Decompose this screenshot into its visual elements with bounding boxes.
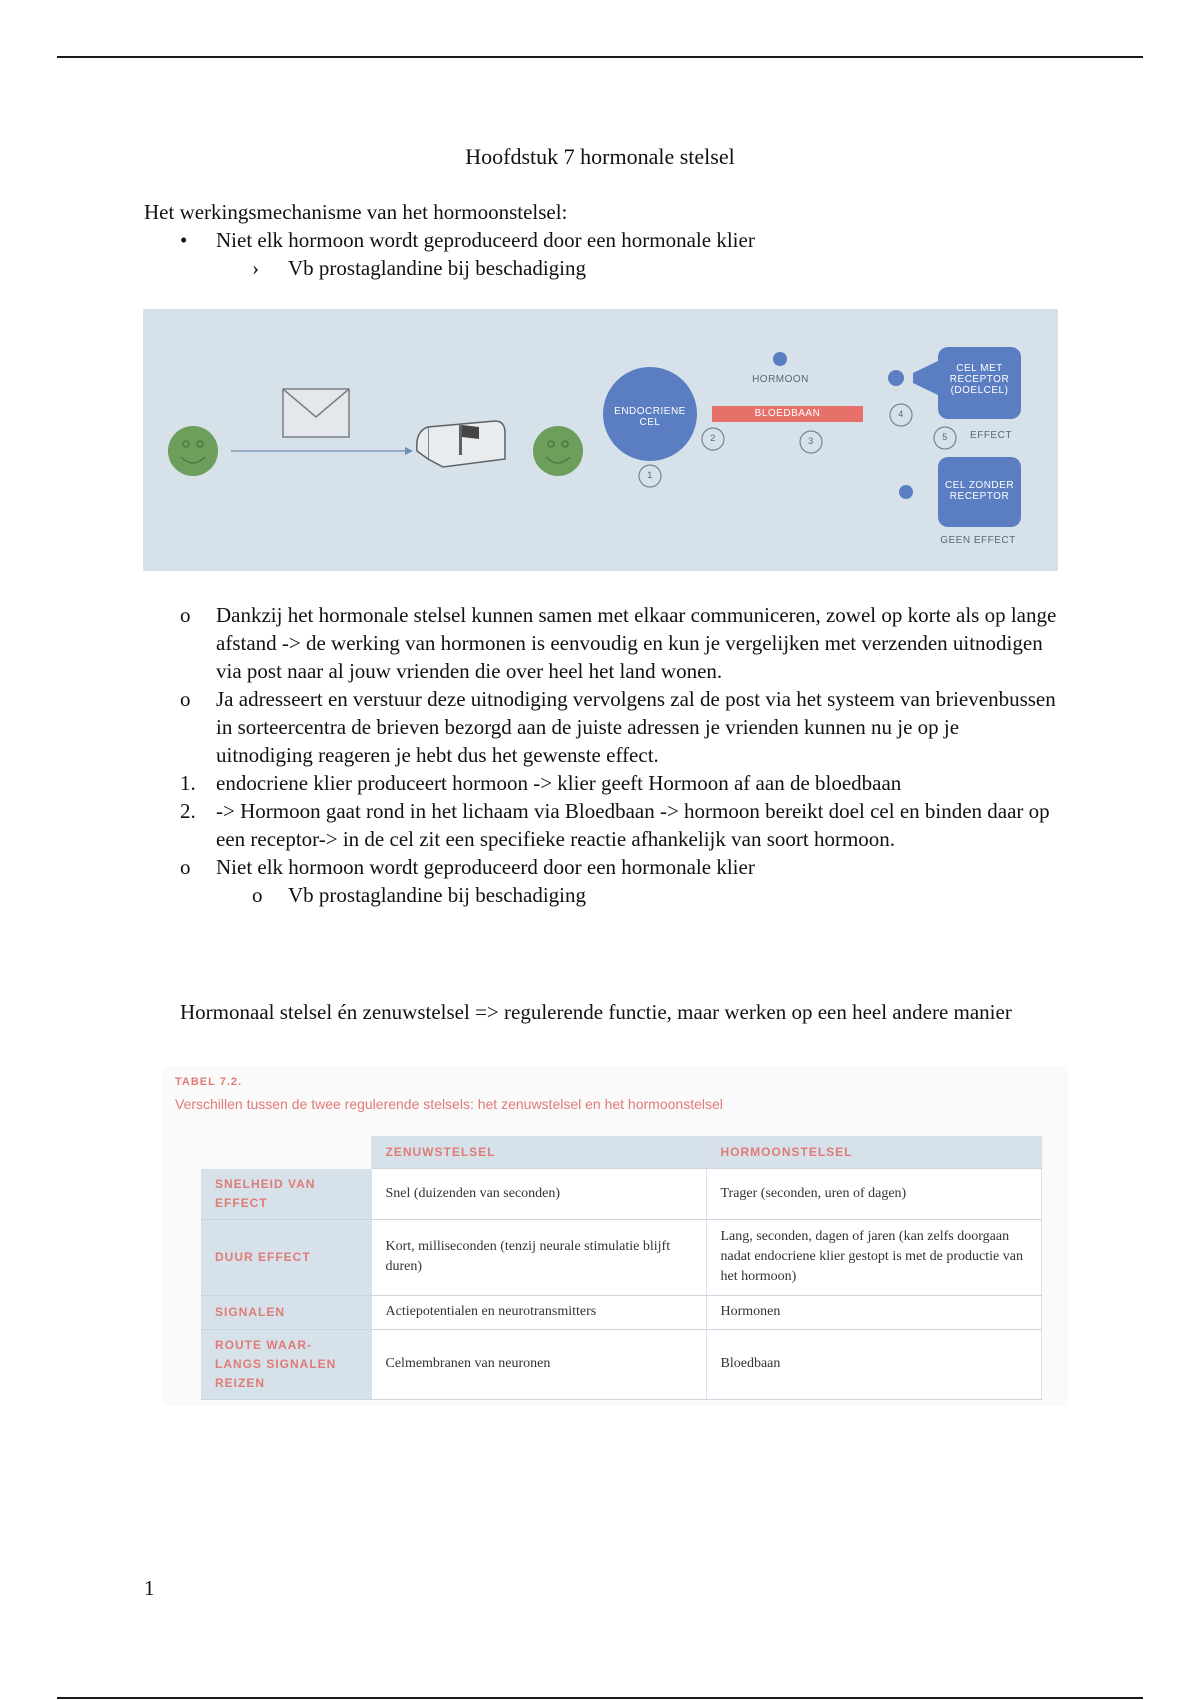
table-cell: Hormonen bbox=[706, 1295, 1041, 1329]
bullet-marker: • bbox=[180, 228, 188, 252]
list-item: o Niet elk hormoon wordt geproduceerd door een hormonale klier bbox=[180, 855, 755, 879]
list-sub-item: o Vb prostaglandine bij beschadiging bbox=[252, 883, 587, 907]
row-header: SNELHEID VAN EFFECT bbox=[201, 1169, 371, 1220]
intro-bullet bbox=[180, 226, 755, 254]
row-header: ROUTE WAAR-LANGS SIGNALEN REIZEN bbox=[201, 1329, 371, 1399]
table-cell: Trager (seconden, uren of dagen) bbox=[706, 1169, 1041, 1220]
list-item: 1. endocriene klier produceert hormoon -> klier geeft Hormoon af aan de bloedbaan bbox=[180, 771, 902, 795]
table-cell: Snel (duizenden van seconden) bbox=[371, 1169, 706, 1220]
no-receptor-cell-label: CEL ZONDER RECEPTOR bbox=[944, 480, 1015, 502]
table-label: TABEL 7.2. bbox=[175, 1076, 243, 1088]
endocrine-cell-label: ENDOCRIENE CEL bbox=[614, 406, 686, 428]
hormone-label: HORMOON bbox=[752, 374, 809, 385]
diagram-graphics bbox=[143, 309, 1058, 571]
step-4-label: 4 bbox=[898, 409, 904, 419]
receptor-shape bbox=[913, 361, 938, 395]
comparison-paragraph: Hormonaal stelsel én zenuwstelsel => regulerende functie, maar werken op een heel andere manier bbox=[180, 1000, 1012, 1024]
table-row bbox=[201, 1169, 1041, 1220]
footer-rule bbox=[57, 1697, 1143, 1699]
table-cell: Actiepotentialen en neurotransmitters bbox=[371, 1295, 706, 1329]
row-header: DUUR EFFECT bbox=[201, 1219, 371, 1295]
table-row bbox=[201, 1329, 1041, 1399]
comparison-table-figure bbox=[163, 1066, 1068, 1406]
sender-smiley-icon bbox=[168, 426, 218, 476]
table-caption: Verschillen tussen de twee regulerende stelsels: het zenuwstelsel en het hormoonstelsel bbox=[175, 1096, 723, 1112]
step-5-label: 5 bbox=[942, 432, 948, 442]
column-header-zenuwstelsel: ZENUWSTELSEL bbox=[371, 1136, 706, 1169]
table-row bbox=[201, 1295, 1041, 1329]
step-2-label: 2 bbox=[710, 433, 716, 443]
intro-heading: Het werkingsmechanisme van het hormoonstelsel: bbox=[144, 200, 568, 224]
column-header-hormoonstelsel: HORMOONSTELSEL bbox=[706, 1136, 1041, 1169]
no-effect-label: GEEN EFFECT bbox=[940, 535, 1016, 546]
table-corner bbox=[201, 1136, 371, 1169]
row-header: SIGNALEN bbox=[201, 1295, 371, 1329]
receiver-smiley-icon bbox=[533, 426, 583, 476]
intro-sub-bullet-text: Vb prostaglandine bij beschadiging bbox=[288, 256, 587, 280]
hormone-diagram bbox=[143, 309, 1058, 571]
list-item: o Ja adresseert en verstuur deze uitnodiging vervolgens zal de post via het systeem van brievenbussen in sorteercentra de brieven bezorgd aan de juiste adressen je vrienden kunnen nu je op je uitnodiging reageren je hebt dus het gewenste effect. bbox=[180, 687, 1056, 767]
send-arrow-icon bbox=[231, 447, 413, 455]
target-cell-label: CEL MET RECEPTOR (DOELCEL) bbox=[949, 363, 1010, 396]
table-cell: Bloedbaan bbox=[706, 1329, 1041, 1399]
list-item: o Dankzij het hormonale stelsel kunnen samen met elkaar communiceren, zowel op korte als op lange afstand -> de werking van hormonen is eenvoudig en kun je vergelijken met verzenden uitnodigen via post naar al jouw vrienden die over heel het land wonen. bbox=[180, 603, 1057, 683]
comparison-table bbox=[201, 1136, 1042, 1400]
hormone-dot-icon bbox=[773, 352, 787, 366]
envelope-icon bbox=[283, 389, 349, 437]
unbound-hormone-dot-icon bbox=[899, 485, 913, 499]
table-cell: Lang, seconden, dagen of jaren (kan zelfs doorgaan nadat endocriene klier gestopt is met de productie van het hormoon) bbox=[706, 1219, 1041, 1295]
bound-hormone-dot-icon bbox=[888, 370, 904, 386]
page-number: 1 bbox=[144, 1576, 155, 1600]
table-cell: Kort, milliseconden (tenzij neurale stimulatie blijft duren) bbox=[371, 1219, 706, 1295]
page-title: Hoofdstuk 7 hormonale stelsel bbox=[465, 144, 735, 169]
header-rule bbox=[57, 56, 1143, 58]
sub-bullet-marker: › bbox=[252, 256, 259, 280]
explanation-list bbox=[180, 601, 1060, 909]
mailbox-icon bbox=[417, 421, 505, 467]
bloodstream-label: BLOEDBAAN bbox=[754, 408, 821, 419]
list-item: 2. -> Hormoon gaat rond in het lichaam via Bloedbaan -> hormoon bereikt doel cel en binden daar op een receptor-> in de cel zit een specifieke reactie afhankelijk van soort hormoon. bbox=[180, 799, 1050, 851]
table-cell: Celmembranen van neuronen bbox=[371, 1329, 706, 1399]
effect-label: EFFECT bbox=[970, 430, 1012, 441]
step-3-label: 3 bbox=[808, 436, 814, 446]
table-header-row bbox=[201, 1136, 1041, 1169]
table-row bbox=[201, 1219, 1041, 1295]
intro-sub-bullet bbox=[252, 254, 586, 282]
step-1-label: 1 bbox=[647, 470, 653, 480]
intro-bullet-text: Niet elk hormoon wordt geproduceerd door een hormonale klier bbox=[216, 228, 755, 252]
